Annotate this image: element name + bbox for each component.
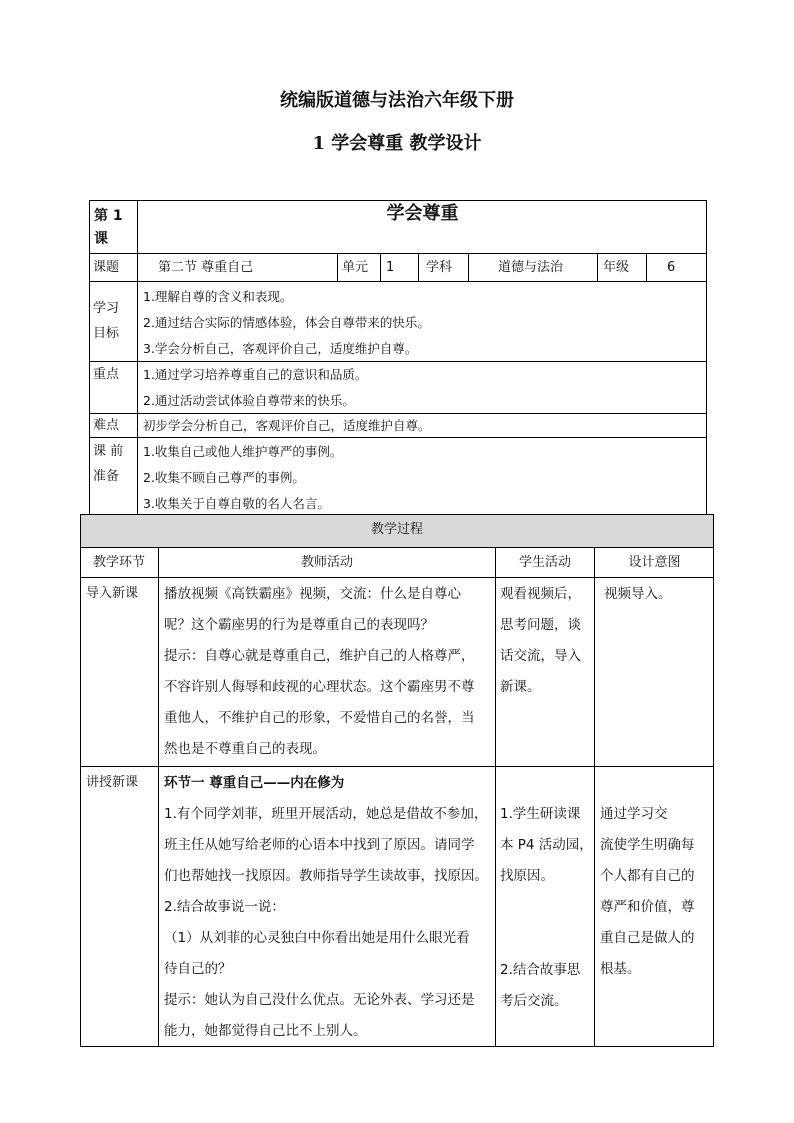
difficulty-text: 初步学会分析自己，客观评价自己，适度维护自尊。 <box>143 418 431 433</box>
grade-value: 6 <box>667 260 676 275</box>
text-line: 1.有个同学刘菲，班里开展活动，她总是借故不参加， <box>164 806 488 822</box>
text-line: 们也帮她找一找原因。教师指导学生读故事，找原因。 <box>164 868 488 884</box>
goals-list <box>143 284 430 362</box>
unit-label: 单元 <box>342 260 369 275</box>
difficulty-label: 难点 <box>93 418 120 433</box>
text-line: 重他人，不维护自己的形象，不爱惜自己的名誉，当 <box>164 710 475 726</box>
text-line: 通过学习交 <box>600 806 668 822</box>
prep-item: 2.收集不顾自己尊严的事例。 <box>143 470 305 485</box>
text-line: 观看视频后， <box>500 586 581 602</box>
student-activity-intro <box>500 579 581 703</box>
student-activity-new-b <box>500 955 580 1017</box>
stage-intro: 导入新课 <box>86 586 139 601</box>
text-line: 1.学生研读课 <box>500 806 581 822</box>
teacher-activity-new <box>164 799 488 1047</box>
document-title: 统编版道德与法治六年级下册 <box>280 90 514 111</box>
prep-item: 1.收集自己或他人维护尊严的事例。 <box>143 444 343 459</box>
topic-label: 课题 <box>93 260 120 275</box>
grade-label: 年级 <box>603 260 630 275</box>
teacher-activity-intro <box>164 579 475 765</box>
key-points-list <box>143 362 367 414</box>
text-line: 2.结合故事说一说： <box>164 899 285 915</box>
text-line: 班主任从她写给老师的心语本中找到了原因。请同学 <box>164 837 475 853</box>
lesson-number: 第 1 课 <box>94 208 123 247</box>
text-line: 话交流，导入 <box>500 648 581 664</box>
col-header-intent: 设计意图 <box>628 555 681 570</box>
text-line: 2.结合故事思 <box>500 962 581 978</box>
prep-list <box>143 439 342 517</box>
text-line: 视频导入。 <box>604 586 672 602</box>
subject-value: 道德与法治 <box>498 260 564 275</box>
col-header-student: 学生活动 <box>518 555 571 570</box>
unit-value: 1 <box>386 260 395 275</box>
text-line: 然也是不尊重自己的表现。 <box>164 741 326 757</box>
col-header-teacher: 教师活动 <box>300 555 353 570</box>
text-line: 不容许别人侮辱和歧视的心理状态。这个霸座男不尊 <box>164 679 475 695</box>
design-intent-intro <box>604 579 672 610</box>
design-intent-new <box>600 799 695 985</box>
text-line: 播放视频《高铁霸座》视频，交流：什么是自尊心 <box>164 586 461 602</box>
text-line: 呢？这个霸座男的行为是尊重自己的表现吗？ <box>164 617 434 633</box>
text-line: 新课。 <box>500 679 541 695</box>
document-subtitle: 1 学会尊重 教学设计 <box>312 133 482 154</box>
text-line: 尊严和价值，尊 <box>600 899 695 915</box>
goal-item: 3.学会分析自己，客观评价自己，适度维护自尊。 <box>143 341 418 356</box>
text-line: 找原因。 <box>500 868 554 884</box>
process-header: 教学过程 <box>370 522 423 537</box>
student-activity-new-a <box>500 799 593 892</box>
stage-new-lesson: 讲授新课 <box>86 775 139 790</box>
col-header-stage: 教学环节 <box>92 555 145 570</box>
text-line: 流使学生明确每 <box>600 837 695 853</box>
topic-value: 第二节 尊重自己 <box>158 260 254 275</box>
key-point-item: 1.通过学习培养尊重自己的意识和品质。 <box>143 367 368 382</box>
prep-item: 3.收集关于自尊自敬的名人名言。 <box>143 496 330 511</box>
text-line: 思考问题，谈 <box>500 617 581 633</box>
text-line: 本 P4 活动园， <box>500 837 593 853</box>
teacher-heading: 环节一 尊重自己——内在修为 <box>164 775 345 791</box>
key-label: 重点 <box>93 367 120 382</box>
prep-label-1: 课 前 <box>93 444 124 459</box>
text-line: 个人都有自己的 <box>600 868 695 884</box>
text-line: 待自己的？ <box>164 961 232 977</box>
text-line: 提示：她认为自己没什么优点。无论外表、学习还是 <box>164 992 475 1008</box>
prep-label-2: 准备 <box>93 469 120 484</box>
text-line: 能力，她都觉得自己比不上别人。 <box>164 1023 367 1039</box>
lesson-title: 学会尊重 <box>386 203 459 224</box>
key-point-item: 2.通过活动尝试体验自尊带来的快乐。 <box>143 393 355 408</box>
text-line: 根基。 <box>600 961 641 977</box>
text-line: 重自己是做人的 <box>600 930 695 946</box>
subject-label: 学科 <box>426 260 453 275</box>
goals-label-1: 学习 <box>93 301 120 316</box>
goal-item: 1.理解自尊的含义和表现。 <box>143 289 293 304</box>
goals-label-2: 目标 <box>93 326 120 341</box>
text-line: 考后交流。 <box>500 993 568 1009</box>
goal-item: 2.通过结合实际的情感体验，体会自尊带来的快乐。 <box>143 315 430 330</box>
text-line: 提示：自尊心就是尊重自己，维护自己的人格尊严， <box>164 648 475 664</box>
text-line: （1）从刘菲的心灵独白中你看出她是用什么眼光看 <box>164 930 470 946</box>
